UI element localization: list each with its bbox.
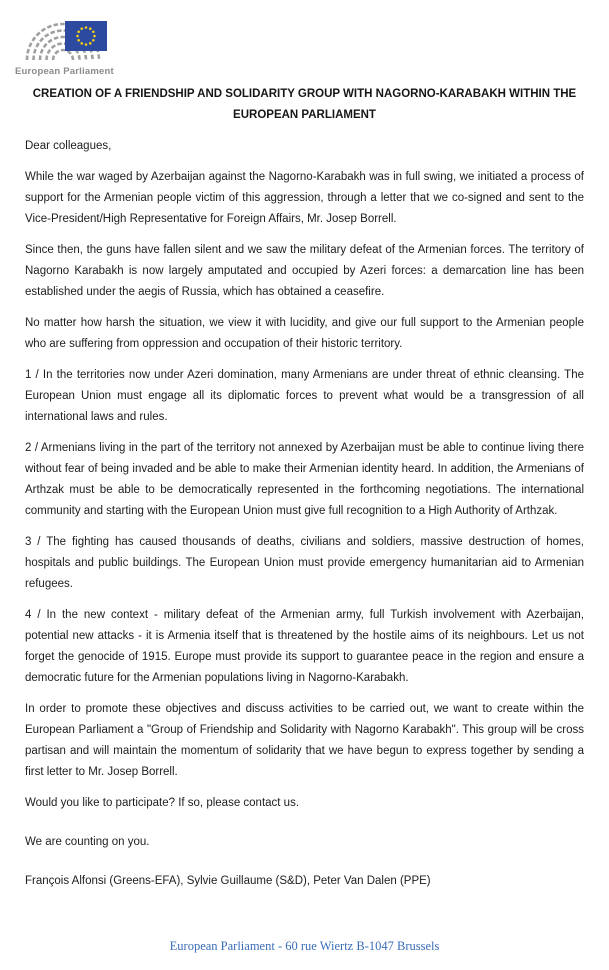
letter-content <box>25 84 584 910</box>
letter-paragraph-5: 2 / Armenians living in the part of the territory not annexed by Azerbaijan must be able to continue living there without fear of being invaded and be able to make their Armenian identity heard. In addition, the Armenians of Arthzak must be able to be democratically represented in the forthcoming negotiations. The international community and starting with the European Union must give full recognition to a High Authority of Arthzak. <box>25 442 584 517</box>
closing-appeal: We are counting on you. <box>25 836 150 848</box>
letter-paragraph-4: 1 / In the territories now under Azeri domination, many Armenians are under threat of ethnic cleansing. The European Union must engage all its diplomatic forces to prevent what would be a transgression of all international laws and rules. <box>25 369 584 423</box>
letter-paragraph-2: Since then, the guns have fallen silent and we saw the military defeat of the Armenian forces. The territory of Nagorno Karabakh is now largely amputated and occupied by Azeri forces: a demarcation line has been established under the aegis of Russia, which has obtained a ceasefire. <box>25 244 584 298</box>
letter-paragraph-1: While the war waged by Azerbaijan against the Nagorno-Karabakh was in full swing, we initiated a process of support for the Armenian people victim of this aggression, through a letter that we co-signed and sent to the Vice-President/High Representative for Foreign Affairs, Mr. Josep Borrell. <box>25 171 584 225</box>
logo-caption: European Parliament <box>15 66 114 77</box>
european-parliament-logo <box>15 8 115 77</box>
letter-paragraph-7: 4 / In the new context - military defeat of the Armenian army, full Turkish involvement with Azerbaijan, potential new attacks - it is Armenia itself that is threatened by the hostile aims of its neighbours. Let us not forget the genocide of 1915. Europe must provide its support to guarantee peace in the region and ensure a democratic future for the Armenian populations living in Nagorno-Karabakh. <box>25 609 584 684</box>
footer-address: European Parliament - 60 rue Wiertz B-1047 Brussels <box>169 939 440 953</box>
signatories: François Alfonsi (Greens-EFA), Sylvie Guillaume (S&D), Peter Van Dalen (PPE) <box>25 875 431 887</box>
document-title: CREATION OF A FRIENDSHIP AND SOLIDARITY GROUP WITH NAGORNO-KARABAKH WITHIN THE EUROPEAN PARLIAMENT <box>32 88 577 121</box>
participation-question: Would you like to participate? If so, please contact us. <box>25 797 300 809</box>
eu-flag-icon <box>65 21 107 51</box>
letter-paragraph-8: In order to promote these objectives and discuss activities to be carried out, we want to create within the European Parliament a "Group of Friendship and Solidarity with Nagorno Karabakh". This group will be cross partisan and will maintain the momentum of solidarity that we have begun to express together by sending a first letter to Mr. Josep Borrell. <box>25 703 584 778</box>
salutation: Dear colleagues, <box>25 140 112 152</box>
letter-paragraph-3: No matter how harsh the situation, we view it with lucidity, and give our full support to the Armenian people who are suffering from oppression and occupation of their historic territory. <box>25 317 584 350</box>
european-parliament-logo-icon <box>15 8 115 64</box>
letter-paragraph-6: 3 / The fighting has caused thousands of deaths, civilians and soldiers, massive destruction of homes, hospitals and public buildings. The European Union must provide emergency humanitarian aid to Armenian refugees. <box>25 536 584 590</box>
